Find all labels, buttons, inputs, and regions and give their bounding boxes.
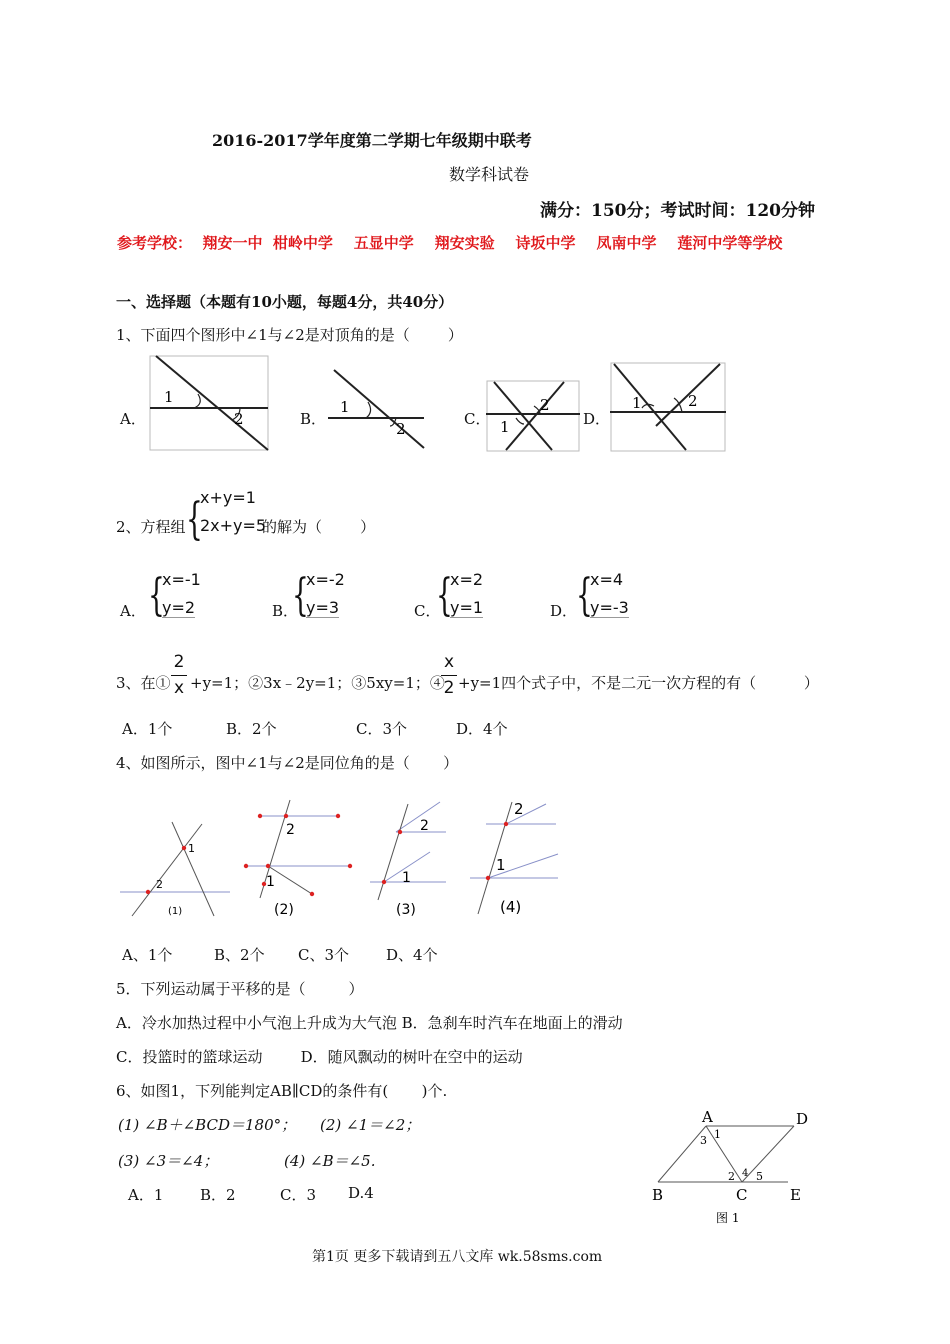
q2-option-c-x: x=2 — [450, 570, 484, 589]
q4-stem: 4、如图所示，图中∠1与∠2是同位角的是（ ） — [116, 754, 459, 772]
q2-option-c-y: y=1 — [450, 598, 484, 617]
q4f1-label-2: 2 — [156, 878, 163, 891]
q6-option-c: C．3 — [280, 1186, 317, 1204]
q3-lead: 3、在① — [116, 674, 171, 692]
q4-fig3-caption: (3) — [396, 902, 416, 918]
q3-frac2-num: x — [443, 652, 455, 672]
q4-fig1-caption: (1) — [168, 906, 183, 917]
q1a-label-1: 1 — [164, 388, 174, 406]
q4-option-d: D、4个 — [386, 946, 438, 964]
q2-suffix: 的解为（ ） — [262, 518, 376, 536]
q6-condition-3: (3) ∠3＝∠4； — [118, 1152, 219, 1170]
q2-option-b-y: y=3 — [306, 598, 340, 617]
q4f3-label-1: 1 — [402, 870, 411, 886]
q3-frac2-den: 2 — [443, 678, 455, 698]
q1a-label-2: 2 — [234, 410, 244, 428]
q4f2-label-2: 2 — [286, 822, 295, 838]
page-footer: 第1页 更多下载请到五八文库 wk.58sms.com — [312, 1249, 603, 1265]
q1-figure-a — [148, 354, 272, 454]
q2-option-d-y: y=-3 — [590, 598, 629, 617]
exam-title: 2016-2017学年度第二学期七年级期中联考 — [212, 131, 532, 150]
q2-option-a-label: A． — [120, 602, 146, 620]
q6-figure-caption: 图 1 — [716, 1211, 740, 1225]
q3-frac1-num: 2 — [173, 652, 185, 672]
q6-angle-3: 3 — [700, 1134, 707, 1147]
q6-option-b: B．2 — [200, 1186, 236, 1204]
q4-option-c: C、3个 — [298, 946, 350, 964]
q5-options-line1: A．冷水加热过程中小气泡上升成为大气泡 B．急刹车时汽车在地面上的滑动 — [116, 1014, 623, 1032]
q6-angle-1: 1 — [714, 1128, 721, 1141]
q6-stem: 6、如图1，下列能判定AB∥CD的条件有( )个. — [116, 1082, 448, 1100]
q6-condition-4: (4) ∠B＝∠5. — [284, 1152, 376, 1170]
q3-frac1-den: x — [173, 678, 185, 698]
q2-option-d-x: x=4 — [590, 570, 624, 589]
q6-condition-2: (2) ∠1＝∠2； — [320, 1116, 421, 1134]
q1b-label-1: 1 — [340, 398, 350, 416]
section-heading: 一、选择题（本题有10小题，每题4分，共40分） — [116, 293, 454, 311]
q3-mid: +y=1；②3x﹣2y=1；③5xy=1；④ — [190, 674, 445, 692]
q1-option-c: C． — [464, 410, 491, 428]
q4-figure-3 — [366, 800, 448, 920]
q6-angle-5: 5 — [756, 1170, 763, 1183]
q2-option-a-brace: { — [148, 570, 165, 621]
q2-eq1: x+y=1 — [200, 488, 256, 507]
q6-point-b: B — [652, 1186, 664, 1204]
q2-eq2: 2x+y=5 — [200, 516, 267, 535]
q6-point-e: E — [790, 1186, 801, 1204]
q4-fig4-caption: (4) — [500, 898, 522, 916]
q4f4-label-2: 2 — [514, 800, 524, 818]
q4-figure-1 — [120, 820, 232, 920]
q4f3-label-2: 2 — [420, 818, 429, 834]
q5-options-line2: C．投篮时的篮球运动 D．随风飘动的树叶在空中的运动 — [116, 1048, 523, 1066]
q1d-label-1: 1 — [632, 394, 642, 412]
q4f4-label-1: 1 — [496, 856, 506, 874]
q1c-label-2: 2 — [540, 396, 550, 414]
q6-option-d: D.4 — [348, 1184, 374, 1202]
q1b-label-2: 2 — [396, 420, 406, 438]
q4-fig2-caption: (2) — [274, 902, 294, 918]
q1-figure-c — [486, 380, 580, 452]
q4-option-b: B、2个 — [214, 946, 265, 964]
q4-figure-2 — [240, 800, 356, 920]
participating-schools: 参考学校： 翔安一中 柑岭中学 五显中学 翔安实验 诗坂中学 凤南中学 莲河中学等学校 — [117, 234, 783, 252]
q6-option-a: A．1 — [128, 1186, 164, 1204]
q3-option-a: A．1个 — [122, 720, 173, 738]
score-time: 满分：150分；考试时间：120分钟 — [540, 201, 815, 221]
q2-option-a-y: y=2 — [162, 598, 196, 617]
q1-option-d: D． — [583, 410, 611, 428]
q2-prefix: 2、方程组 — [116, 518, 186, 536]
q2-option-b-label: B． — [272, 602, 299, 620]
q1-option-b: B． — [300, 410, 327, 428]
q4-figure-4 — [470, 796, 562, 920]
q2-option-c-label: C． — [414, 602, 441, 620]
q1c-label-1: 1 — [500, 418, 510, 436]
q6-condition-1: (1) ∠B＋∠BCD＝180°； — [118, 1116, 297, 1134]
q6-point-c: C — [736, 1186, 748, 1204]
q2-option-b-x: x=-2 — [306, 570, 345, 589]
q3-option-b: B．2个 — [226, 720, 277, 738]
q3-frac1-bar — [171, 675, 187, 676]
q3-option-c: C．3个 — [356, 720, 408, 738]
q3-tail: +y=1四个式子中，不是二元一次方程的有（ ） — [458, 674, 819, 692]
q4f2-label-1: 1 — [266, 874, 275, 890]
q5-stem: 5．下列运动属于平移的是（ ） — [116, 980, 364, 998]
q6-point-d: D — [796, 1110, 809, 1128]
q1-figure-d — [610, 362, 726, 452]
q4-option-a: A、1个 — [122, 946, 173, 964]
q2-option-c-brace: { — [436, 570, 453, 621]
q6-point-a: A — [702, 1108, 713, 1126]
q1-option-a: A． — [120, 410, 146, 428]
q6-angle-2: 2 — [728, 1170, 735, 1183]
exam-subtitle: 数学科试卷 — [449, 165, 530, 184]
q2-brace: { — [186, 494, 203, 545]
q3-frac2-bar — [441, 675, 457, 676]
q1-stem: 1、下面四个图形中∠1与∠2是对顶角的是（ ） — [116, 326, 463, 344]
q1-figure-b — [328, 364, 424, 454]
q6-figure — [648, 1106, 818, 1232]
q2-option-d-brace: { — [576, 570, 593, 621]
q2-option-b-brace: { — [292, 570, 309, 621]
q1d-label-2: 2 — [688, 392, 698, 410]
q2-option-d-label: D． — [550, 602, 578, 620]
q2-option-a-x: x=-1 — [162, 570, 201, 589]
q6-angle-4: 4 — [742, 1168, 749, 1179]
q3-option-d: D．4个 — [456, 720, 508, 738]
q4f1-label-1: 1 — [188, 842, 195, 855]
